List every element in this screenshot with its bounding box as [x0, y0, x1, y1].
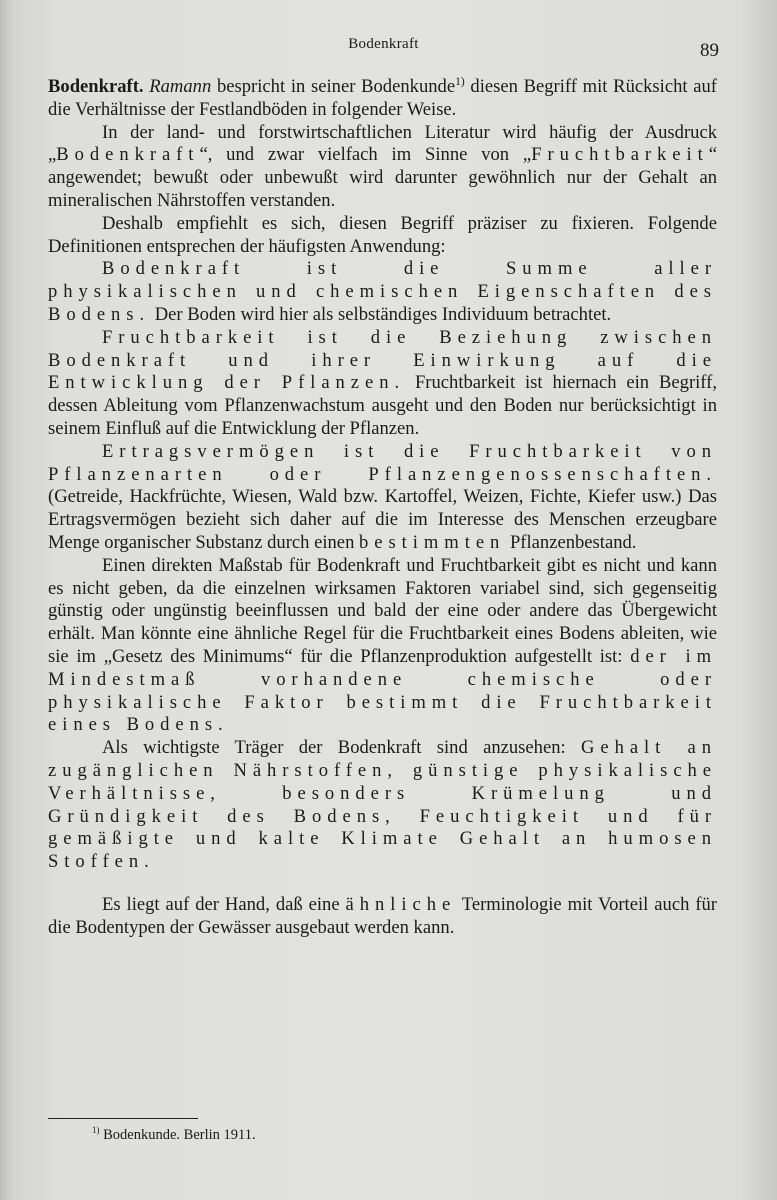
footnote-divider — [48, 1118, 198, 1119]
paragraph-literature — [48, 122, 717, 213]
spaced-definition: Ertragsvermögen ist die Fruchtbarkeit von Pflanzenarten oder Pflanzengenossenschaften. — [48, 440, 717, 485]
text-run: “ angewendet; bewußt oder unbewußt wird darunter gewöhnlich nur der Gehalt an mineralischen Nährstoffen verstanden. — [48, 144, 717, 211]
body-text — [48, 76, 717, 939]
text-run: Der Boden wird hier als selbständiges Individuum betrachtet. — [150, 303, 612, 325]
text-run: bespricht in seiner Bodenkunde — [211, 76, 456, 97]
paragraph-massstab — [48, 555, 717, 737]
author-name: Ramann — [149, 76, 212, 97]
text-run: Pflanzenbestand. — [505, 531, 637, 553]
running-head: Bodenkraft — [348, 36, 419, 52]
footnote-marker: 1) — [455, 75, 465, 88]
spaced-rule: der im Mindestmaß vorhandene chemische oder physikalische Faktor bestimmt die Fruchtbarkeit eines Bodens. — [48, 645, 718, 736]
footnote-mark: 1) — [92, 1125, 100, 1136]
paragraph-definitions-intro: Deshalb empfiehlt es sich, diesen Begriff präziser zu fixieren. Folgende Definitionen entsprechen der häufigsten Anwendung: — [48, 212, 717, 257]
text-run: (Getreide, Hackfrüchte, Wiesen, Wald bzw. Kartoffel, Weizen, Fichte, Kiefer usw.) Das Ertragsvermögen bezieht sich daher auf die im Interesse des Menschen erzeugbare Menge organischer Substanz durch einen — [48, 486, 717, 553]
spaced-term: bestimmten — [359, 531, 506, 553]
text-run: Einen direkten Maßstab für Bodenkraft und Fruchtbarkeit gibt es nicht und kann es nicht geben, da die einzelnen wirksamen Faktoren variabel sind, sich gegenseitig günstig oder ungünstig beeinflussen und bald der eine oder andere das Übergewicht erhält. Man könnte eine ähnliche Regel für die Fruchtbarkeit eines Bodens ableiten, wie sie im „Gesetz des Minimums“ für die Pflanzenproduktion aufgestellt ist: — [48, 554, 717, 667]
paragraph-definition-bodenkraft — [48, 258, 717, 326]
page-number: 89 — [700, 40, 719, 61]
paragraph-bodenkraft-intro — [48, 76, 717, 122]
spaced-definition: Fruchtbarkeit ist die Beziehung zwischen Bodenkraft und ihrer Einwirkung auf die Entwicklung der Pflanzen. — [48, 326, 717, 394]
spaced-term: Fruchtbarkeit — [531, 144, 709, 166]
text-run: Fruchtbarkeit ist hiernach ein Begriff, dessen Ableitung vom Pflanzenwachstum ausgeht und den Boden nur berücksichtigt in seinem Einfluß auf die Entwicklung der Pflanzen. — [48, 372, 717, 439]
text-run: diesen Begriff mit Rücksicht auf die Verhältnisse der Festlandböden in folgender Weise. — [48, 76, 717, 120]
paragraph-terminologie — [48, 894, 717, 940]
footnote — [92, 1126, 256, 1144]
paragraph-traeger — [48, 737, 717, 874]
spaced-term: Bodenkraft — [56, 144, 200, 166]
text-run: “, und zwar vielfach im Sinne von „ — [199, 144, 532, 166]
spaced-definition: Bodenkraft ist die Summe aller physikalischen und chemischen Eigenschaften des Bodens. — [48, 258, 717, 325]
text-run: In der land- und forstwirtschaftlichen Literatur wird häufig der Ausdruck „ — [48, 121, 717, 166]
text-run: Es liegt auf der Hand, daß eine — [102, 893, 346, 915]
paragraph-definition-fruchtbarkeit — [48, 327, 717, 441]
section-lead: Bodenkraft. — [48, 76, 144, 97]
footnote-text: Bodenkunde. Berlin 1911. — [99, 1127, 256, 1143]
spaced-term: ähnliche — [345, 893, 457, 915]
spaced-list: Gehalt an zugänglichen Nährstoffen, günstige physikalische Verhältnisse, besonders Krümelung und Gründigkeit des Bodens, Feuchtigkeit und für gemäßigte und kalte Klimate Gehalt an humosen Stoffen. — [48, 737, 717, 873]
page-header — [48, 34, 719, 64]
text-run: Terminologie mit Vorteil auch für die Bodentypen der Gewässer ausgebaut werden kann. — [48, 893, 717, 938]
paragraph-definition-ertragsvermoegen — [48, 441, 717, 555]
text-run: Als wichtigste Träger der Bodenkraft sind anzusehen: — [102, 737, 581, 759]
